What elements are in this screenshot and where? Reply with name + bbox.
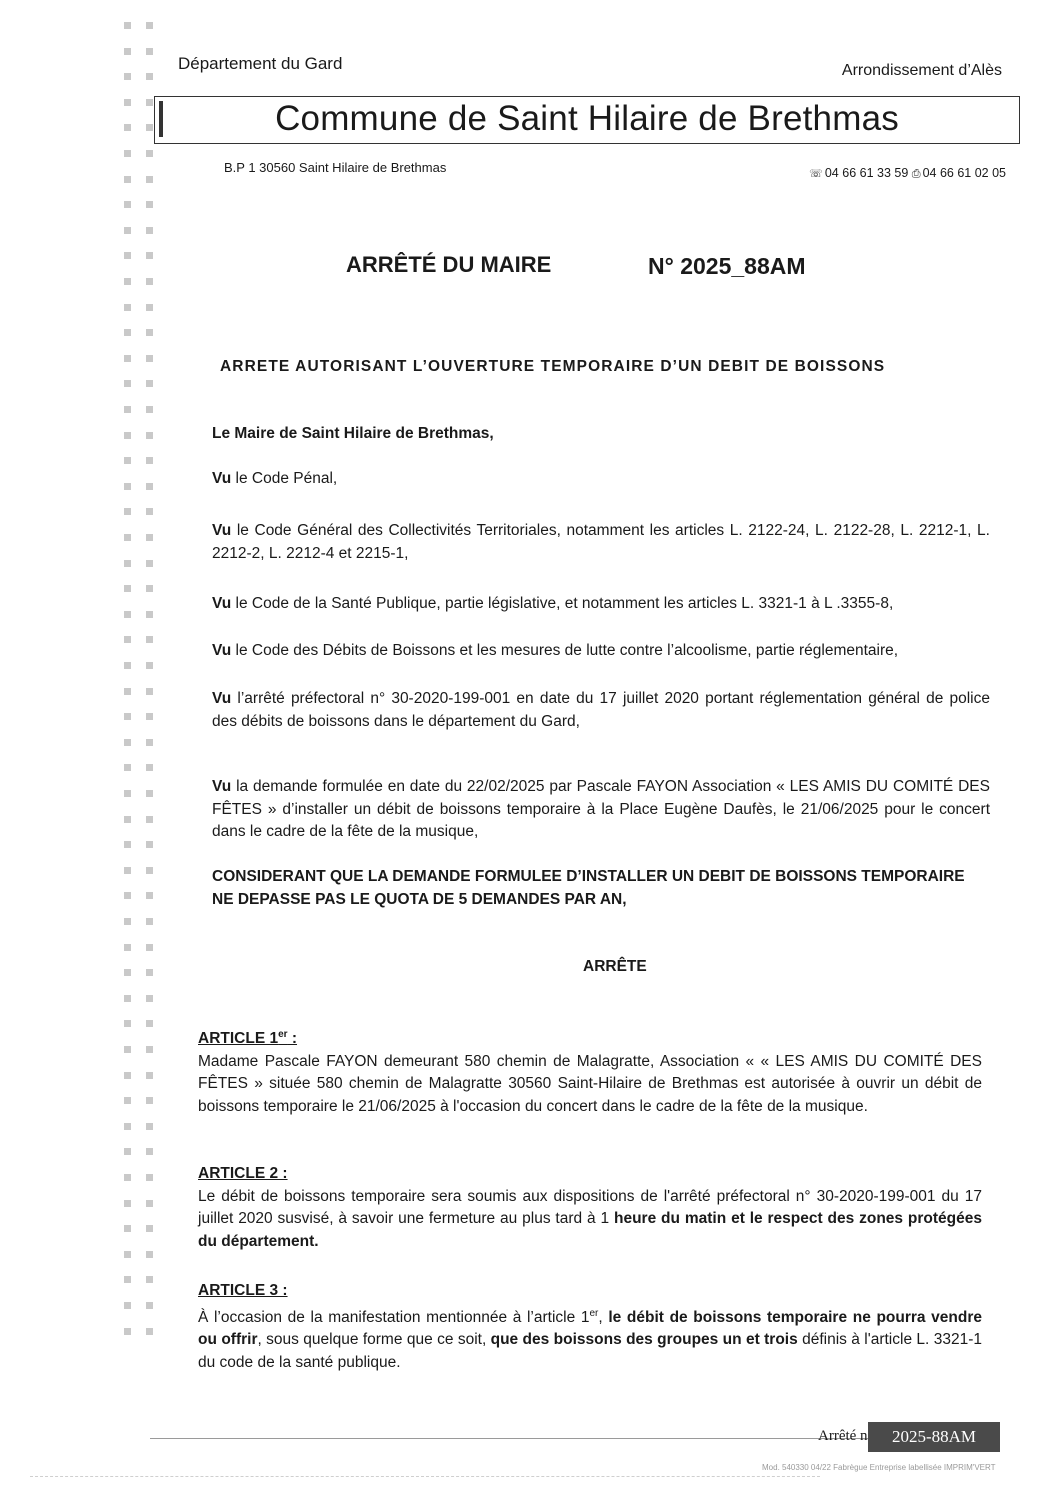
vu-debits-boissons: Vu le Code des Débits de Boissons et les mesures de lutte contre l’alcoolisme, partie réglementaire, <box>212 642 899 659</box>
article-1-heading: ARTICLE 1er : <box>198 1029 298 1048</box>
binder-hole-pair <box>118 508 162 516</box>
binder-hole-pair <box>118 816 162 824</box>
vu-sante-publique: Vu le Code de la Santé Publique, partie législative, et notamment les articles L. 3321-1 à L .3355-8, <box>212 595 894 612</box>
binder-hole-pair <box>118 22 162 30</box>
binder-hole-pair <box>118 150 162 158</box>
document-title: ARRÊTÉ DU MAIRE <box>346 252 552 277</box>
departement-label: Département du Gard <box>178 54 343 73</box>
binder-hole-pair <box>118 483 162 491</box>
vu-arrete-prefectoral: Vu l’arrêté préfectoral n° 30-2020-199-001 en date du 17 juillet 2020 portant réglementation général de police des débits de boissons dans le département du Gard, <box>212 690 990 730</box>
binder-hole-pair <box>118 918 162 926</box>
binder-hole-pair <box>118 1302 162 1310</box>
binder-hole-pair <box>118 790 162 798</box>
binder-hole-pair <box>118 560 162 568</box>
binder-hole-pair <box>118 1123 162 1131</box>
fax-number: 04 66 61 02 05 <box>922 166 1006 180</box>
binder-hole-pair <box>118 304 162 312</box>
binder-hole-pair <box>118 662 162 670</box>
binder-hole-pair <box>118 688 162 696</box>
postal-address: B.P 1 30560 Saint Hilaire de Brethmas <box>224 160 447 175</box>
binder-hole-pair <box>118 1200 162 1208</box>
document-subject: ARRETE AUTORISANT L’OUVERTURE TEMPORAIRE D’UN DEBIT DE BOISSONS <box>220 358 886 375</box>
printer-mark: Mod. 540330 04/22 Fabrègue Entreprise labellisée IMPRIM'VERT <box>762 1463 996 1472</box>
considerant: CONSIDERANT QUE LA DEMANDE FORMULEE D’INSTALLER UN DEBIT DE BOISSONS TEMPORAIRE NE DEPASSE PAS LE QUOTA DE 5 DEMANDES PAR AN, <box>212 868 965 908</box>
binder-hole-pair <box>118 1046 162 1054</box>
binder-hole-pair <box>118 252 162 260</box>
footer-label: Arrêté n <box>818 1428 868 1444</box>
vu-cgct: Vu le Code Général des Collectivités Territoriales, notamment les articles L. 2122-24, L. 2122-28, L. 2212-1, L. 2212-2, L. 2212-4 et 2215-1, <box>212 522 990 562</box>
binder-hole-pair <box>118 1225 162 1233</box>
commune-banner <box>154 96 1020 144</box>
article-3-body: À l’occasion de la manifestation mentionnée à l’article 1er, le débit de boissons temporaire ne pourra vendre ou offrir, sous quelque forme que ce soit, que des boissons des groupes un et trois définis à l'article L. 3321-1 du code de la santé publique. <box>198 1307 983 1371</box>
footer-number-badge: 2025-88AM <box>868 1422 1000 1452</box>
footer-dashed-rule <box>30 1476 820 1477</box>
arrondissement-label: Arrondissement d’Alès <box>841 62 1002 79</box>
commune-title: Commune de Saint Hilaire de Brethmas <box>275 99 899 138</box>
binder-hole-pair <box>118 201 162 209</box>
vu-code-penal: Vu le Code Pénal, <box>212 470 338 487</box>
binder-hole-pair <box>118 329 162 337</box>
binder-hole-pair <box>118 227 162 235</box>
binder-hole-pair <box>118 713 162 721</box>
binder-hole-pair <box>118 585 162 593</box>
binder-hole-pair <box>118 739 162 747</box>
binder-holes <box>118 22 162 1352</box>
arrete-heading: ARRÊTE <box>583 958 647 975</box>
binder-hole-pair <box>118 969 162 977</box>
binder-hole-pair <box>118 73 162 81</box>
binder-hole-pair <box>118 48 162 56</box>
binder-hole-pair <box>118 1328 162 1336</box>
binder-hole-pair <box>118 1276 162 1284</box>
fax-icon: ⎙ <box>911 168 921 180</box>
document-number: N° 2025_88AM <box>648 253 806 279</box>
binder-hole-pair <box>118 636 162 644</box>
binder-hole-pair <box>118 406 162 414</box>
article-2 <box>198 1163 982 1253</box>
binder-hole-pair <box>118 176 162 184</box>
binder-hole-pair <box>118 1072 162 1080</box>
binder-hole-pair <box>118 841 162 849</box>
binder-hole-pair <box>118 1174 162 1182</box>
binder-hole-pair <box>118 1020 162 1028</box>
binder-hole-pair <box>118 432 162 440</box>
binder-hole-pair <box>118 995 162 1003</box>
binder-hole-pair <box>118 380 162 388</box>
binder-hole-pair <box>118 534 162 542</box>
article-2-body: Le débit de boissons temporaire sera soumis aux dispositions de l'arrêté préfectoral n° 30-2020-199-001 du 17 juillet 2020 susvisé, à savoir une fermeture au plus tard à 1 heure du matin et le respect des zones protégées du département. <box>198 1187 982 1250</box>
vu-demande: Vu la demande formulée en date du 22/02/2025 par Pascale FAYON Association « LES AMIS DU COMITÉ DES FÊTES » d’installer un débit de boissons temporaire à la Place Eugène Daufès, le 21/06/2025 pour le concert dans le cadre de la fête de la musique, <box>212 778 990 840</box>
phone-icon: ☏ <box>809 168 823 180</box>
article-1 <box>198 1024 982 1118</box>
phone-number: 04 66 61 33 59 <box>824 166 909 180</box>
binder-hole-pair <box>118 355 162 363</box>
binder-hole-pair <box>118 867 162 875</box>
binder-hole-pair <box>118 764 162 772</box>
binder-hole-pair <box>118 892 162 900</box>
binder-hole-pair <box>118 1251 162 1259</box>
maire-line: Le Maire de Saint Hilaire de Brethmas, <box>212 425 494 442</box>
article-3 <box>198 1280 982 1374</box>
binder-hole-pair <box>118 1148 162 1156</box>
binder-hole-pair <box>118 1097 162 1105</box>
binder-hole-pair <box>118 611 162 619</box>
article-1-body: Madame Pascale FAYON demeurant 580 chemin de Malagratte, Association « « LES AMIS DU COMITÉ DES FÊTES » située 580 chemin de Malagratte 30560 Saint-Hilaire de Brethmas est autorisée à ouvrir un débit de boissons temporaire le 21/06/2025 à l'occasion du concert dans le cadre de la fête de la musique. <box>198 1052 982 1115</box>
article-2-heading: ARTICLE 2 : <box>198 1165 288 1182</box>
binder-hole-pair <box>118 457 162 465</box>
article-3-heading: ARTICLE 3 : <box>198 1282 288 1299</box>
binder-hole-pair <box>118 944 162 952</box>
binder-hole-pair <box>118 278 162 286</box>
contact-line <box>809 166 1006 181</box>
